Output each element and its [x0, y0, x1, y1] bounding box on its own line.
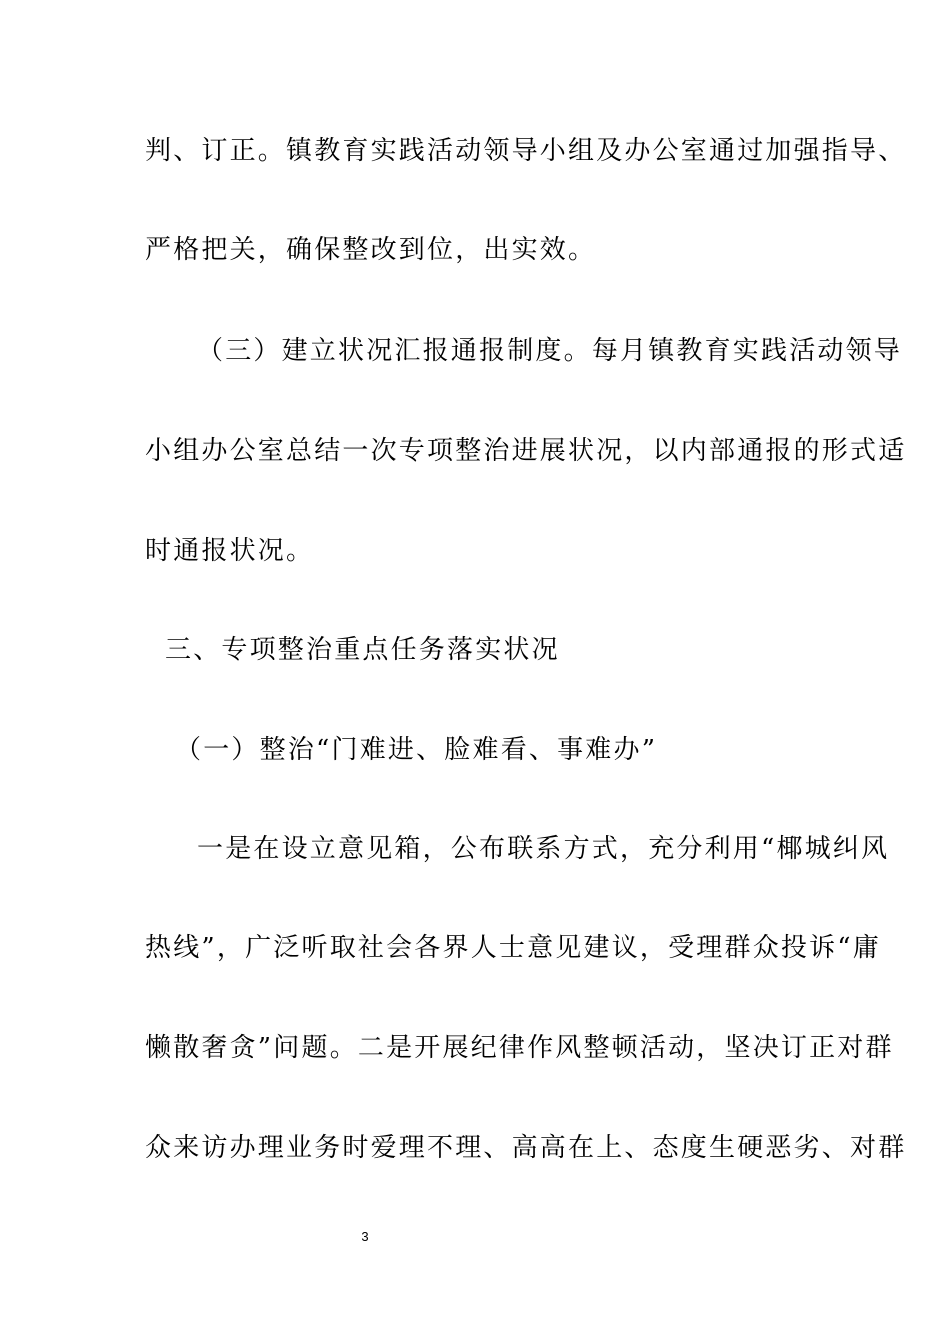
paragraph-line: 小组办公室总结一次专项整治进展状况，以内部通报的形式适 — [145, 436, 907, 466]
section-heading: 三、专项整治重点任务落实状况 — [165, 635, 560, 665]
paragraph-line: 严格把关，确保整改到位，出实效。 — [145, 235, 597, 265]
paragraph-line: 众来访办理业务时爱理不理、高高在上、态度生硬恶劣、对群 — [145, 1133, 907, 1163]
paragraph-line: 热线”，广泛听取社会各界人士意见建议，受理群众投诉“庸 — [145, 933, 881, 963]
paragraph-line: 时通报状况。 — [145, 536, 315, 566]
paragraph-line: （三）建立状况汇报通报制度。每月镇教育实践活动领导 — [197, 336, 903, 366]
paragraph-line: 懒散奢贪”问题。二是开展纪律作风整顿活动，坚决订正对群 — [145, 1033, 894, 1063]
page-number: 3 — [361, 1229, 369, 1244]
subsection-heading: （一）整治“门难进、脸难看、事难办” — [175, 735, 658, 765]
paragraph-line: 一是在设立意见箱，公布联系方式，充分利用“椰城纠风 — [197, 834, 890, 864]
paragraph-line: 判、订正。镇教育实践活动领导小组及办公室通过加强指导、 — [145, 136, 907, 166]
